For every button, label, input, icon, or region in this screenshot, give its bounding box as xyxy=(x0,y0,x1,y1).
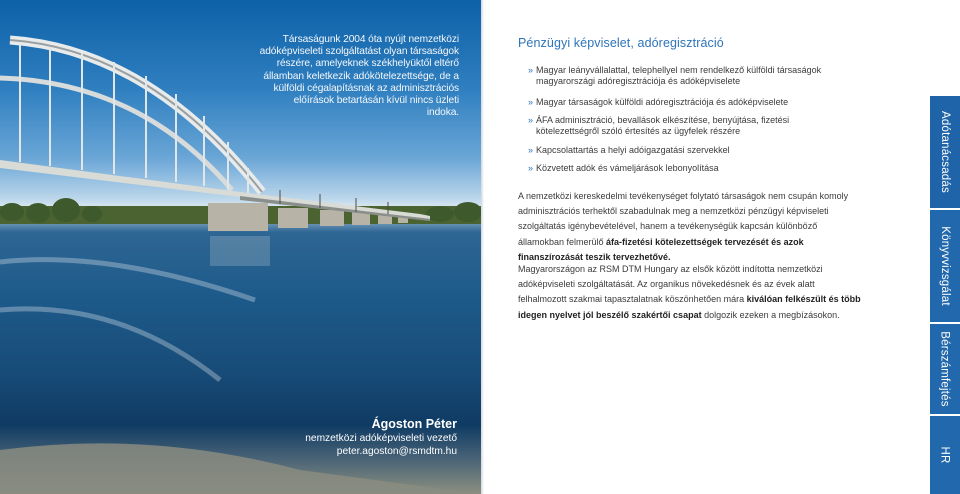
tab-konyvvizsgalat[interactable] xyxy=(930,210,960,322)
contact-name: Ágoston Péter xyxy=(371,417,457,431)
bullet-marker-icon: » xyxy=(528,114,534,125)
contact-role: nemzetközi adóképviseleti vezető xyxy=(305,433,457,444)
tab-adotanacsadas[interactable] xyxy=(930,96,960,208)
paragraph-bold-text: kiválóan felkészült és több idegen nyelvet jól beszélő szakértői csapat xyxy=(518,294,861,320)
bullet-marker-icon: » xyxy=(528,97,534,108)
service-list xyxy=(518,65,838,181)
tab-label: Könyvvizsgálat xyxy=(939,226,952,306)
paragraph-bold-text: áfa-fizetési kötelezettségek tervezését és azok finanszírozását teszik tervezhetővé. xyxy=(518,236,804,262)
list-item-text: Közvetett adók és vámeljárások lebonyolítása xyxy=(536,163,719,174)
contact-card xyxy=(227,416,457,458)
tab-label: Adótanácsadás xyxy=(939,111,952,193)
paragraph-team xyxy=(518,262,863,323)
content-panel xyxy=(481,0,930,494)
tab-label: Bérszámfejtés xyxy=(939,331,951,407)
list-item-text: Kapcsolattartás a helyi adóigazgatási szervekkel xyxy=(536,145,730,156)
list-item-text: ÁFA adminisztráció, bevallások elkészítése, benyújtása, fizetési kötelezettségről szóló értesítés az ügyfelek részére xyxy=(536,114,790,136)
page-fold-shadow xyxy=(481,0,484,494)
bullet-marker-icon: » xyxy=(528,163,534,174)
tab-label: HR xyxy=(938,446,951,464)
list-item-text: Magyar társaságok külföldi adóregisztrációja és adóképviselete xyxy=(536,97,789,108)
bullet-marker-icon: » xyxy=(528,145,534,156)
tab-berszamfejtes[interactable] xyxy=(930,324,960,414)
list-item-text: Magyar leányvállalattal, telephellyel nem rendelkező külföldi társaságok magyarországi adóregisztrációja és adóképviselete xyxy=(536,65,822,87)
bullet-marker-icon: » xyxy=(528,65,534,75)
list-item xyxy=(518,65,838,87)
paragraph-text: dolgozik ezeken a megbízásokon. xyxy=(701,309,840,320)
intro-text: Társaságunk 2004 óta nyújt nemzetközi adóképviseleti szolgáltatást olyan társaságok részére, amelyeknek székhelyüktől eltérő államban keletkezik adókötelezettsége, de a külföldi cégalapításnak az adminisztrációs előírások betartásán kívül nincs üzleti indoka. xyxy=(259,34,459,119)
list-item xyxy=(518,115,838,137)
list-item xyxy=(518,97,838,108)
paragraph-intro xyxy=(518,189,863,265)
paragraph-text: A nemzetközi kereskedelmi tevékenységet folytató társaságok nem csupán komoly adminisztrációs terhektől szabadulnak meg a nemzetközi pénzügyi képviseleti szolgáltatás igénybevételével, hanem a tevékenységük kapcsán különböző államokban felmerülő xyxy=(518,191,849,247)
paragraph-text: Magyarországon az RSM DTM Hungary az elsők között indította nemzetközi adóképviseleti szolgáltatását. Az organikus növekedésnek és az évek alatt felhalmozott szakmai tapasztalatnak köszönhetően mára xyxy=(518,264,823,305)
tab-hr[interactable] xyxy=(930,416,960,494)
list-item xyxy=(518,163,838,174)
contact-email[interactable]: peter.agoston@rsmdtm.hu xyxy=(336,446,457,457)
list-item xyxy=(518,145,838,156)
section-heading: Pénzügyi képviselet, adóregisztráció xyxy=(518,36,724,50)
side-tabs xyxy=(930,96,960,494)
